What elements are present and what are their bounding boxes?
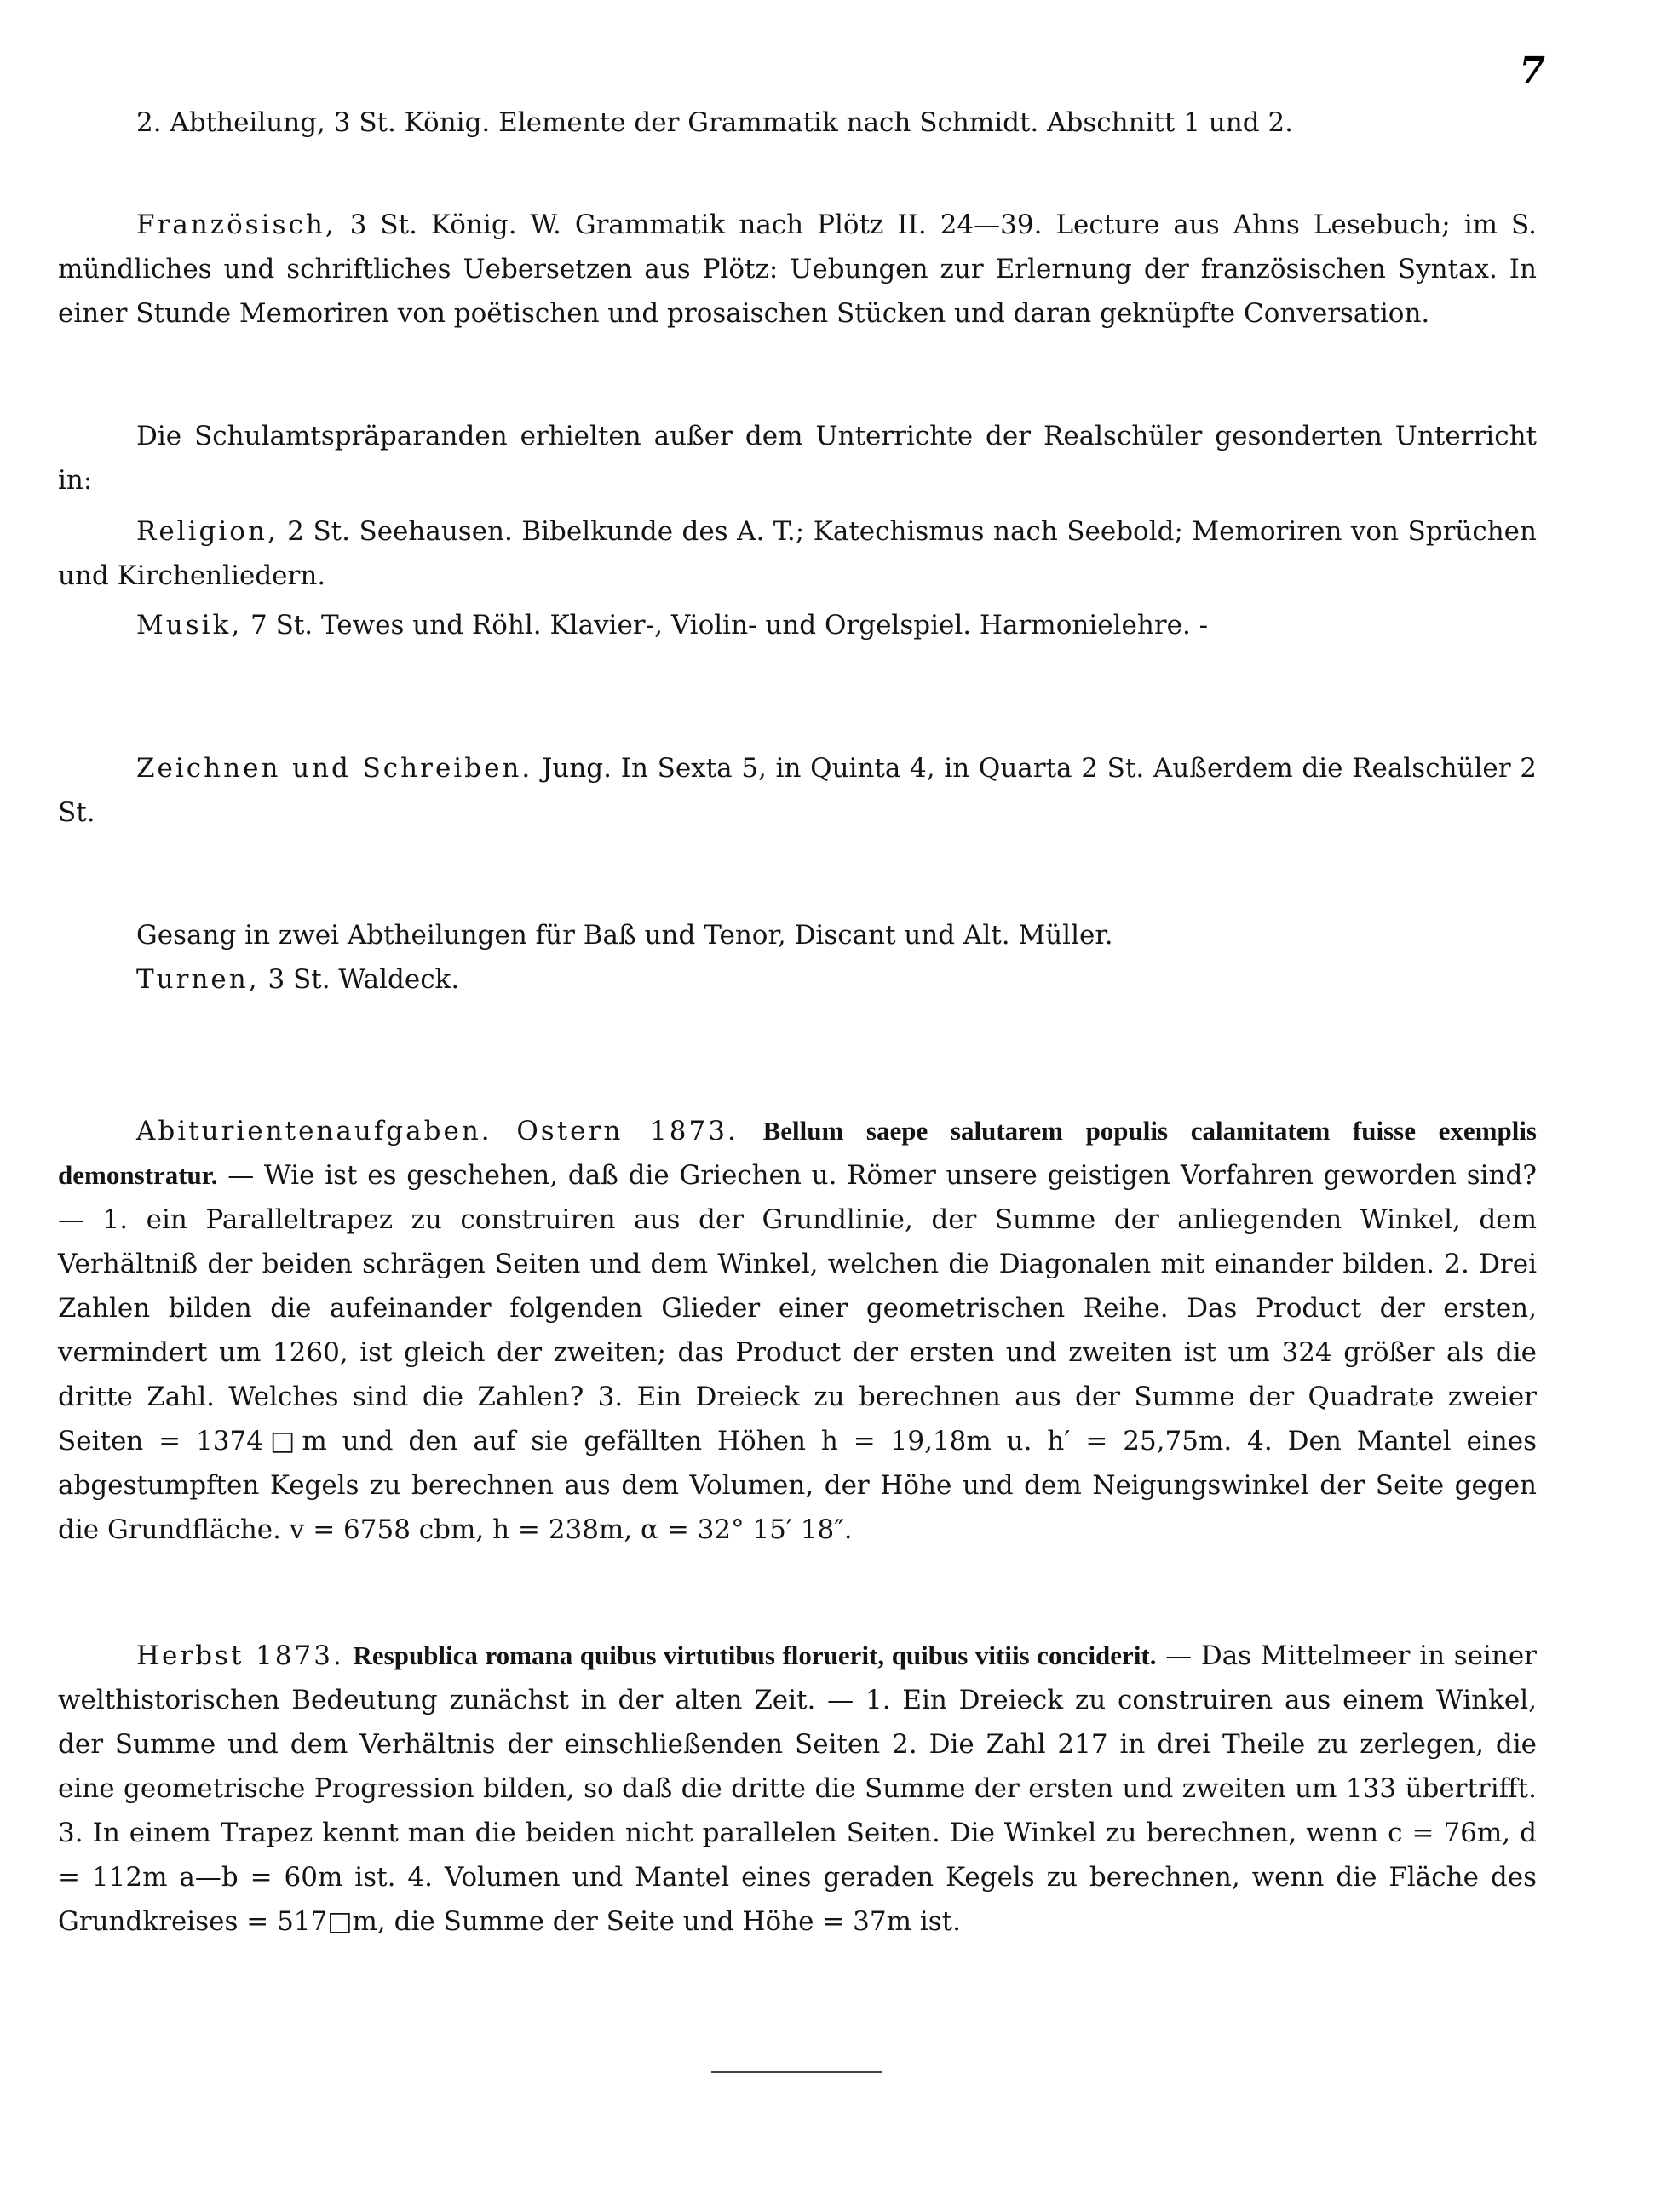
exams-easter-latin-topic: Bellum saepe salutarem populis calamitatem fuisse exemplis demonstratur. <box>58 1116 1537 1190</box>
drawing-section <box>58 746 1537 835</box>
religion-text: 2 St. Seehausen. Bibelkunde des A. T.; Katechismus nach Seebold; Memoriren von Sprüchen und Kirchenliedern. <box>58 516 1537 591</box>
singing-section <box>58 913 1537 957</box>
exams-easter-text: — Wie ist es geschehen, daß die Griechen u. Römer unsere geistigen Vorfahren geworden sind? — 1. ein Paralleltrapez zu construiren aus der Grundlinie, der Summe der anliegenden Winkel, dem Verhältniß der beiden schrägen Seiten und dem Winkel, welchen die Diagonalen mit einander bilden. 2. Drei Zahlen bilden die aufeinander folgenden Glieder einer geometrischen Reihe. Das Product der ersten, vermindert um 1260, ist gleich der zweiten; das Product der ersten und zweiten ist um 324 größer als die dritte Zahl. Welches sind die Zahlen? 3. Ein Dreieck zu berechnen aus der Summe der Quadrate zweier Seiten = 1374□m und den auf sie gefällten Höhen h = 19,18m u. h′ = 25,75m. 4. Den Mantel eines abgestumpften Kegels zu berechnen aus dem Volumen, der Höhe und dem Neigungswinkel der Seite gegen die Grundfläche. v = 6758 cbm, h = 238m, α = 32° 15′ 18″. <box>58 1160 1537 1545</box>
exams-easter-paragraph <box>58 1109 1537 1552</box>
drawing-text: Jung. In Sexta 5, in Quinta 4, in Quarta 2 St. Außerdem die Realschüler 2 St. <box>58 753 1537 828</box>
music-paragraph <box>58 603 1537 647</box>
exams-easter-section <box>58 1109 1537 1552</box>
page-number: 7 <box>1519 49 1545 93</box>
grammar-section <box>58 101 1537 145</box>
exams-autumn-text: — Das Mittelmeer in seiner welthistorischen Bedeutung zunächst in der alten Zeit. — 1. Ein Dreieck zu construiren aus einem Winkel, der Summe und dem Verhältnis der einschließenden Seiten 2. Die Zahl 217 in drei Theile zu zerlegen, die eine geometrische Progression bilden, so daß die dritte die Summe der ersten und zweiten um 133 übertrifft. 3. In einem Trapez kennt man die beiden nicht parallelen Seiten. Die Winkel zu berechnen, wenn c = 76m, d = 112m a—b = 60m ist. 4. Volumen und Mantel eines geraden Kegels zu berechnen, wenn die Fläche des Grundkreises = 517□m, die Summe der Seite und Höhe = 37m ist. <box>58 1640 1537 1937</box>
grammar-paragraph: 2. Abtheilung, 3 St. König. Elemente der Grammatik nach Schmidt. Abschnitt 1 und 2. <box>136 107 1294 138</box>
music-subject: Musik, <box>136 610 243 641</box>
gym-text: 3 St. Waldeck. <box>267 964 460 995</box>
exams-easter-term: Ostern 1873. <box>516 1116 739 1146</box>
french-subject: Französisch, <box>136 210 336 240</box>
exams-autumn-latin-topic: Respublica romana quibus virtutibus floruerit, quibus vitiis conciderit. <box>353 1640 1157 1670</box>
religion-section <box>58 509 1537 598</box>
exams-heading: Abiturientenaufgaben. <box>136 1116 492 1146</box>
french-text: 3 St. König. W. Grammatik nach Plötz II. 24—39. Lecture aus Ahns Lesebuch; im S. mündliches und schriftliches Uebersetzen aus Plötz: Uebungen zur Erlernung der französischen Syntax. In einer Stunde Memoriren von poëtischen und prosaischen Stücken und daran geknüpfte Conversation. <box>58 210 1537 329</box>
drawing-paragraph <box>58 746 1537 835</box>
candidates-paragraph: Die Schulamtspräparanden erhielten außer dem Unterrichte der Realschüler gesonderten Unterricht in: <box>58 421 1537 496</box>
section-divider <box>711 2071 882 2073</box>
singing-paragraph: Gesang in zwei Abtheilungen für Baß und Tenor, Discant und Alt. Müller. <box>136 920 1113 951</box>
gym-subject: Turnen, <box>136 964 260 995</box>
french-paragraph <box>58 203 1537 336</box>
music-section <box>58 603 1537 647</box>
exams-autumn-term: Herbst 1873. <box>136 1640 344 1671</box>
gym-section <box>58 957 1537 1002</box>
candidates-section <box>58 414 1537 503</box>
french-section <box>58 203 1537 336</box>
exams-autumn-section <box>58 1634 1537 1944</box>
exams-autumn-paragraph <box>58 1634 1537 1944</box>
music-text: 7 St. Tewes und Röhl. Klavier-, Violin- und Orgelspiel. Harmonielehre. - <box>250 610 1209 641</box>
gym-paragraph <box>58 957 1537 1002</box>
religion-subject: Religion, <box>136 516 279 547</box>
religion-paragraph <box>58 509 1537 598</box>
drawing-subject: Zeichnen und Schreiben. <box>136 753 533 784</box>
